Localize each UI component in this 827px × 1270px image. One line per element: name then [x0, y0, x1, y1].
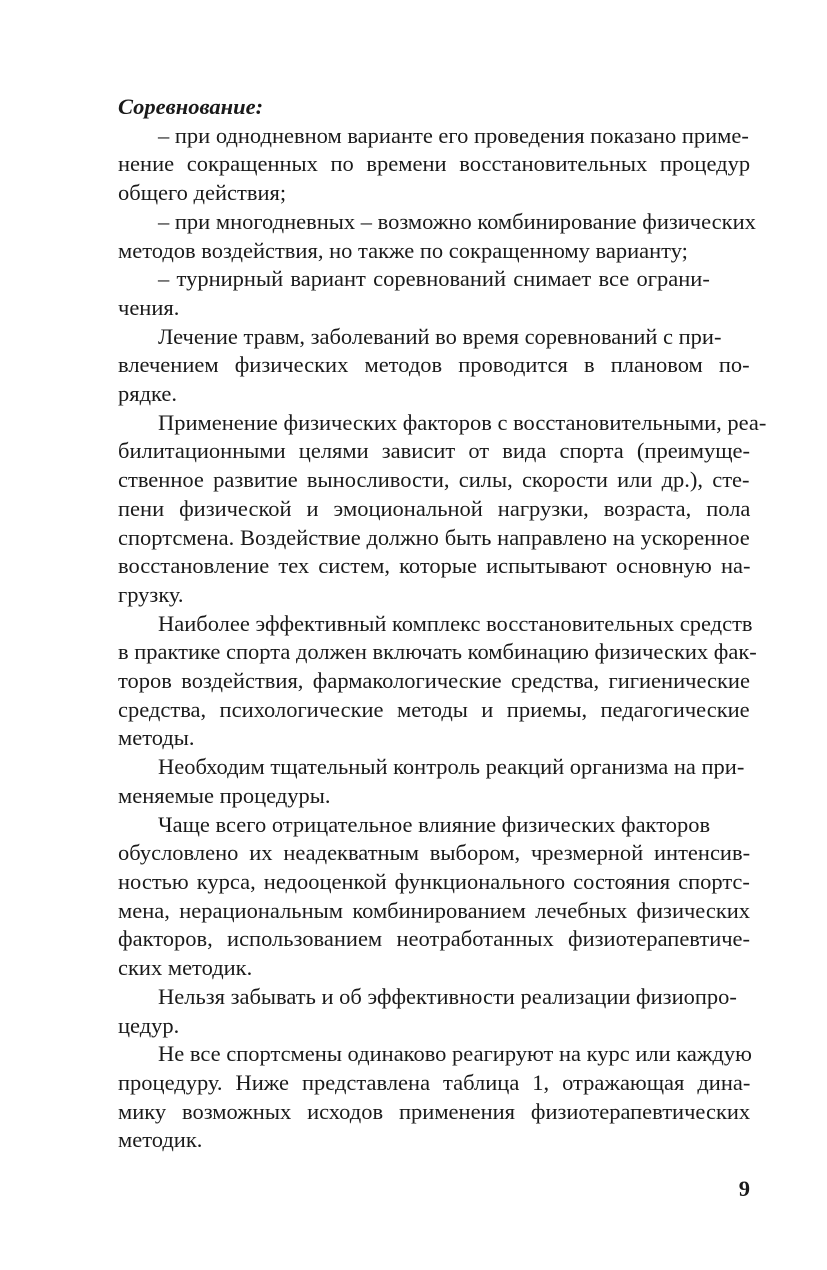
page-number: 9 [738, 1176, 750, 1201]
section-heading: Соревнование: [118, 94, 264, 119]
paragraph [78, 323, 750, 409]
text-line: методы. [118, 725, 195, 751]
text-line: нение сокращенных по времени восстановительных процедур [118, 151, 751, 177]
text-line: грузку. [118, 581, 184, 607]
text-line: меняемые процедуры. [118, 782, 331, 808]
text-line: Необходим тщательный контроль реакций организма на при- [158, 754, 745, 780]
paragraph [78, 811, 750, 983]
paragraph [78, 208, 756, 265]
paragraph [78, 1040, 750, 1155]
text-line: Наиболее эффективный комплекс восстановительных средств [158, 610, 753, 636]
text-line: билитационными целями зависит от вида спорта (преимуще- [118, 438, 751, 464]
text-line: пени физической и эмоциональной нагрузки, возраста, пола [118, 495, 751, 521]
text-line: ских методик. [118, 955, 253, 981]
text-line: влечением физических методов проводится в плановом по- [118, 352, 750, 378]
paragraph [78, 122, 750, 208]
text-line: процедуру. Ниже представлена таблица 1, отражающая дина- [118, 1069, 751, 1095]
text-line: средства, психологические методы и приемы, педагогические [118, 696, 750, 722]
text-line: Лечение травм, заболеваний во время соревнований с при- [158, 323, 722, 349]
text-line: торов воздействия, фармакологические средства, гигиенические [118, 668, 750, 694]
body-text [78, 93, 767, 1155]
text-line: Не все спортсмены одинаково реагируют на курс или каждую [158, 1041, 752, 1067]
text-line: в практике спорта должен включать комбинацию физических фак- [118, 639, 757, 665]
text-line: мику возможных исходов применения физиотерапевтических [118, 1098, 751, 1124]
text-line: – турнирный вариант соревнований снимает все ограни- [158, 266, 710, 292]
text-line: восстановление тех систем, которые испытывают основную на- [118, 553, 751, 579]
text-line: цедур. [118, 1012, 180, 1038]
paragraph [78, 409, 767, 610]
text-line: общего действия; [118, 180, 287, 206]
text-line: методов воздействия, но также по сокращенному варианту; [118, 237, 688, 263]
paragraph [78, 983, 750, 1040]
text-line: Чаще всего отрицательное влияние физических факторов [158, 811, 711, 837]
paragraph [78, 265, 750, 322]
text-line: методик. [118, 1127, 203, 1153]
text-line: рядке. [118, 381, 178, 407]
paragraph [78, 753, 750, 810]
text-line: ственное развитие выносливости, силы, скорости или др.), сте- [118, 467, 750, 493]
text-line: обусловлено их неадекватным выбором, чрезмерной интенсив- [118, 840, 751, 866]
text-line: – при многодневных – возможно комбинирование физических [158, 208, 756, 234]
paragraph [78, 610, 757, 754]
text-line: чения. [118, 294, 180, 320]
text-line: мена, нерациональным комбинированием лечебных физических [118, 897, 751, 923]
text-line: ностью курса, недооценкой функционального состояния спортс- [118, 868, 750, 894]
text-line: спортсмена. Воздействие должно быть направлено на ускоренное [118, 524, 750, 550]
text-line: Нельзя забывать и об эффективности реализации физиопро- [158, 983, 737, 1009]
text-line: – при однодневном варианте его проведения показано приме- [158, 122, 749, 148]
text-line: факторов, использованием неотработанных физиотерапевтиче- [118, 926, 751, 952]
text-line: Применение физических факторов с восстановительными, реа- [158, 409, 767, 435]
